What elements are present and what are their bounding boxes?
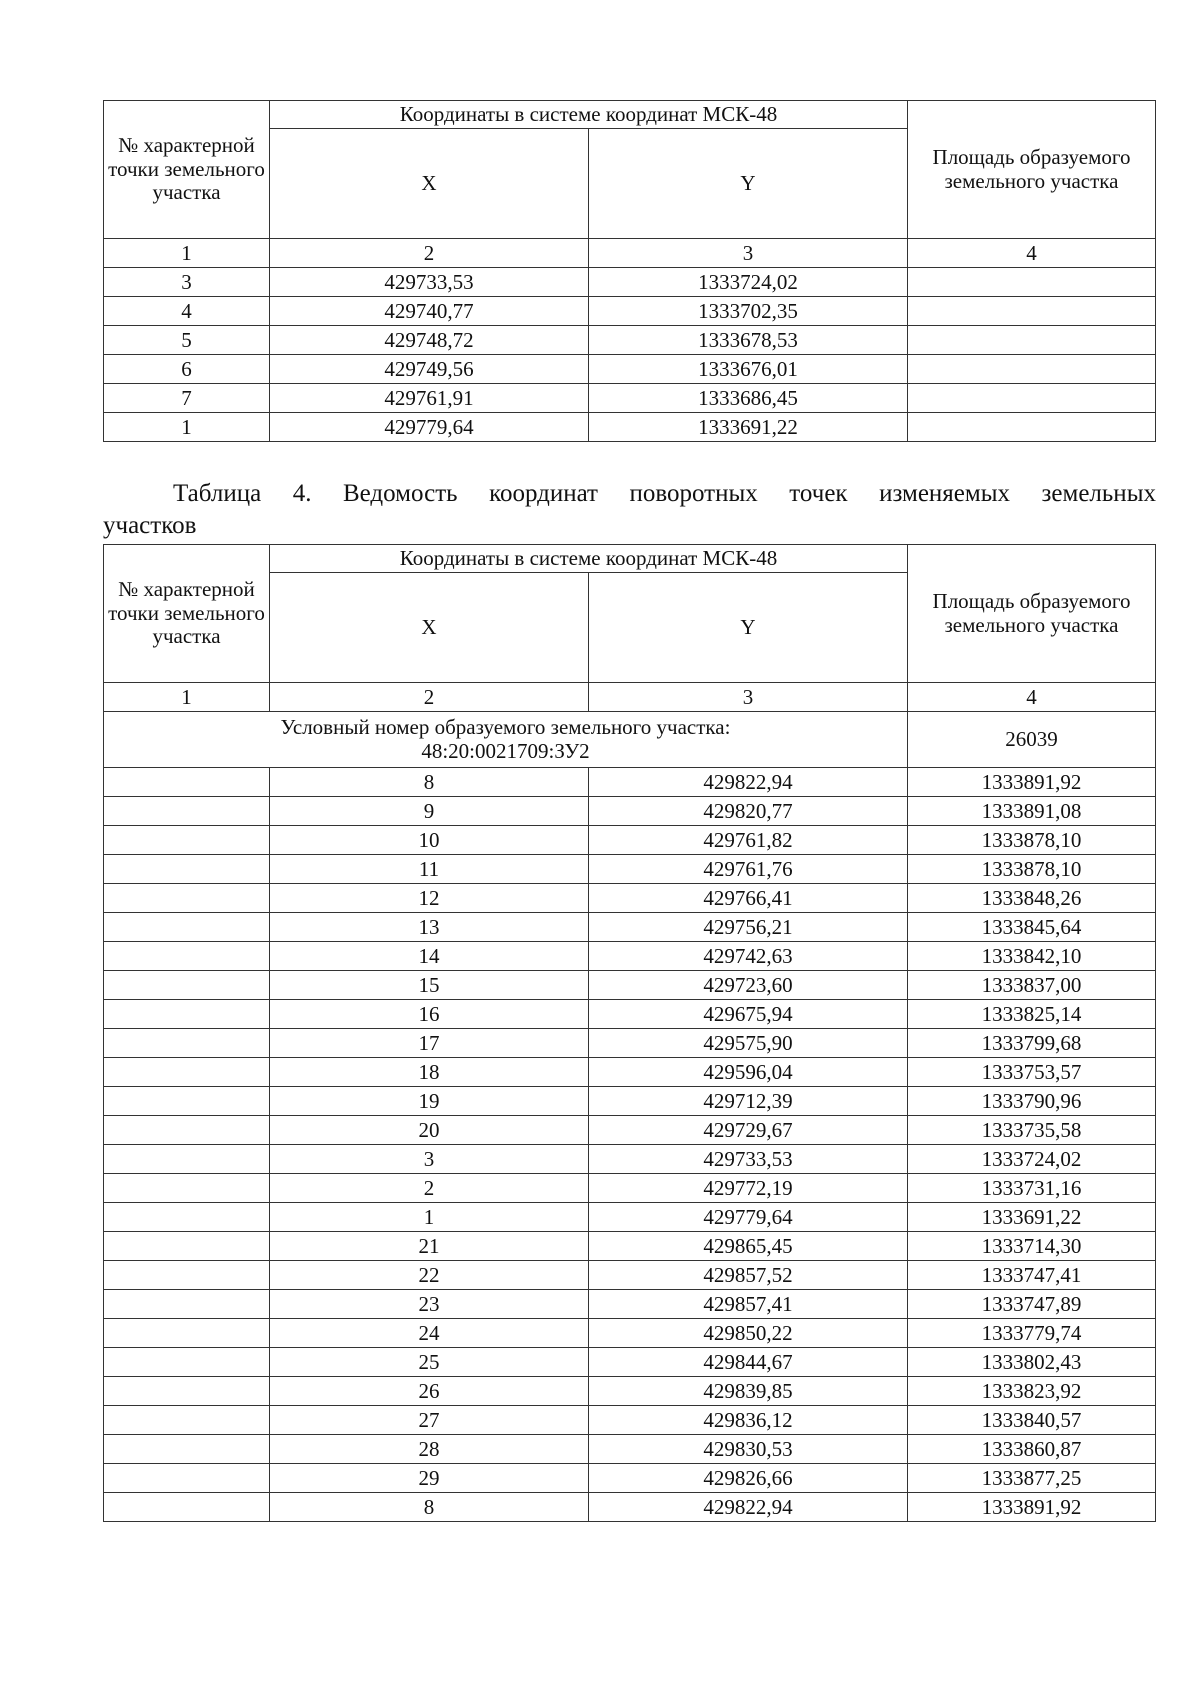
- header-point-number: № характерной точки земельного участка: [104, 101, 270, 239]
- point-number: 3: [270, 1145, 589, 1174]
- point-number: 20: [270, 1116, 589, 1145]
- point-number: 17: [270, 1029, 589, 1058]
- table-row: [104, 1174, 1156, 1203]
- table-row: [104, 768, 1156, 797]
- point-number: 24: [270, 1319, 589, 1348]
- coord-y: 1333714,30: [908, 1232, 1156, 1261]
- table-row: [104, 826, 1156, 855]
- coord-x: 429844,67: [589, 1348, 908, 1377]
- header-y: Y: [589, 573, 908, 683]
- point-number: 2: [270, 1174, 589, 1203]
- coord-y: 1333845,64: [908, 913, 1156, 942]
- point-number: 7: [104, 384, 270, 413]
- empty-cell: [104, 1261, 270, 1290]
- coord-x: 429675,94: [589, 1000, 908, 1029]
- coord-y: 1333790,96: [908, 1087, 1156, 1116]
- point-number: 6: [104, 355, 270, 384]
- column-number: 4: [908, 239, 1156, 268]
- coord-x: 429857,41: [589, 1290, 908, 1319]
- column-number: 3: [589, 239, 908, 268]
- coord-y: 1333724,02: [908, 1145, 1156, 1174]
- table-row: [104, 1232, 1156, 1261]
- empty-cell: [104, 884, 270, 913]
- coordinates-table-3: [103, 100, 1156, 442]
- table-row: [104, 1435, 1156, 1464]
- parcel-label: Условный номер образуемого земельного участка:: [280, 714, 731, 739]
- coord-x: 429756,21: [589, 913, 908, 942]
- coord-y: 1333891,92: [908, 768, 1156, 797]
- coord-y: 1333802,43: [908, 1348, 1156, 1377]
- coord-x: 429729,67: [589, 1116, 908, 1145]
- parcel-caption: [104, 712, 908, 768]
- point-number: 28: [270, 1435, 589, 1464]
- table-row: [104, 355, 1156, 384]
- coord-x: 429830,53: [589, 1435, 908, 1464]
- coord-x: 429779,64: [589, 1203, 908, 1232]
- coord-y: 1333825,14: [908, 1000, 1156, 1029]
- empty-cell: [104, 971, 270, 1000]
- table-row: [104, 942, 1156, 971]
- coord-x: 429748,72: [270, 326, 589, 355]
- empty-cell: [104, 1348, 270, 1377]
- coord-x: 429766,41: [589, 884, 908, 913]
- header-area: Площадь образуемого земельного участка: [908, 101, 1156, 239]
- point-number: 18: [270, 1058, 589, 1087]
- parcel-number: 48:20:0021709:ЗУ2: [421, 738, 590, 763]
- empty-cell: [104, 1174, 270, 1203]
- table-row: [104, 1058, 1156, 1087]
- table-row: [104, 1348, 1156, 1377]
- coord-x: 429761,91: [270, 384, 589, 413]
- coord-y: 1333779,74: [908, 1319, 1156, 1348]
- table-row: [104, 1406, 1156, 1435]
- coord-y: 1333860,87: [908, 1435, 1156, 1464]
- area-cell: [908, 326, 1156, 355]
- empty-cell: [104, 913, 270, 942]
- coord-y: 1333691,22: [908, 1203, 1156, 1232]
- coord-x: 429857,52: [589, 1261, 908, 1290]
- point-number: 9: [270, 797, 589, 826]
- point-number: 1: [104, 413, 270, 442]
- coord-x: 429772,19: [589, 1174, 908, 1203]
- column-number: 2: [270, 683, 589, 712]
- coord-x: 429865,45: [589, 1232, 908, 1261]
- empty-cell: [104, 1319, 270, 1348]
- coord-y: 1333724,02: [589, 268, 908, 297]
- coord-x: 429733,53: [270, 268, 589, 297]
- coord-y: 1333878,10: [908, 826, 1156, 855]
- coord-x: 429749,56: [270, 355, 589, 384]
- coord-x: 429575,90: [589, 1029, 908, 1058]
- coord-x: 429826,66: [589, 1464, 908, 1493]
- coord-y: 1333731,16: [908, 1174, 1156, 1203]
- coord-x: 429761,82: [589, 826, 908, 855]
- point-number: 16: [270, 1000, 589, 1029]
- point-number: 19: [270, 1087, 589, 1116]
- point-number: 12: [270, 884, 589, 913]
- area-cell: [908, 297, 1156, 326]
- point-number: 15: [270, 971, 589, 1000]
- table-row: [104, 384, 1156, 413]
- table-row: [104, 297, 1156, 326]
- table-row: [104, 1290, 1156, 1319]
- point-number: 27: [270, 1406, 589, 1435]
- point-number: 25: [270, 1348, 589, 1377]
- point-number: 21: [270, 1232, 589, 1261]
- table-row: [104, 1029, 1156, 1058]
- point-number: 4: [104, 297, 270, 326]
- coord-x: 429740,77: [270, 297, 589, 326]
- empty-cell: [104, 1232, 270, 1261]
- point-number: 13: [270, 913, 589, 942]
- empty-cell: [104, 797, 270, 826]
- point-number: 1: [270, 1203, 589, 1232]
- point-number: 10: [270, 826, 589, 855]
- point-number: 14: [270, 942, 589, 971]
- point-number: 5: [104, 326, 270, 355]
- point-number: 29: [270, 1464, 589, 1493]
- table-row: [104, 1377, 1156, 1406]
- coord-y: 1333678,53: [589, 326, 908, 355]
- coord-y: 1333877,25: [908, 1464, 1156, 1493]
- table-row: [104, 1000, 1156, 1029]
- coord-y: 1333891,92: [908, 1493, 1156, 1522]
- empty-cell: [104, 1029, 270, 1058]
- coord-y: 1333676,01: [589, 355, 908, 384]
- coord-y: 1333823,92: [908, 1377, 1156, 1406]
- coord-x: 429742,63: [589, 942, 908, 971]
- coord-y: 1333735,58: [908, 1116, 1156, 1145]
- empty-cell: [104, 768, 270, 797]
- column-number: 4: [908, 683, 1156, 712]
- coord-y: 1333891,08: [908, 797, 1156, 826]
- point-number: 22: [270, 1261, 589, 1290]
- coord-x: 429596,04: [589, 1058, 908, 1087]
- table-row: [104, 1145, 1156, 1174]
- coord-x: 429839,85: [589, 1377, 908, 1406]
- coord-x: 429822,94: [589, 1493, 908, 1522]
- table-row: [104, 413, 1156, 442]
- empty-cell: [104, 942, 270, 971]
- table-row: [104, 1464, 1156, 1493]
- empty-cell: [104, 1464, 270, 1493]
- coord-y: 1333702,35: [589, 297, 908, 326]
- header-x: X: [270, 129, 589, 239]
- area-cell: [908, 413, 1156, 442]
- coord-y: 1333837,00: [908, 971, 1156, 1000]
- coord-y: 1333840,57: [908, 1406, 1156, 1435]
- coord-y: 1333686,45: [589, 384, 908, 413]
- coord-x: 429723,60: [589, 971, 908, 1000]
- coord-y: 1333753,57: [908, 1058, 1156, 1087]
- coord-x: 429820,77: [589, 797, 908, 826]
- point-number: 3: [104, 268, 270, 297]
- empty-cell: [104, 1058, 270, 1087]
- header-x: X: [270, 573, 589, 683]
- coord-y: 1333691,22: [589, 413, 908, 442]
- point-number: 11: [270, 855, 589, 884]
- header-coord-system: Координаты в системе координат МСК-48: [270, 101, 908, 129]
- table-row: [104, 797, 1156, 826]
- coord-y: 1333848,26: [908, 884, 1156, 913]
- empty-cell: [104, 1406, 270, 1435]
- coord-x: 429779,64: [270, 413, 589, 442]
- empty-cell: [104, 1290, 270, 1319]
- coord-y: 1333878,10: [908, 855, 1156, 884]
- point-number: 8: [270, 1493, 589, 1522]
- column-number: 3: [589, 683, 908, 712]
- empty-cell: [104, 1377, 270, 1406]
- empty-cell: [104, 1000, 270, 1029]
- point-number: 23: [270, 1290, 589, 1319]
- empty-cell: [104, 1435, 270, 1464]
- table-row: [104, 971, 1156, 1000]
- column-number: 2: [270, 239, 589, 268]
- parcel-area: 26039: [908, 712, 1156, 768]
- coord-x: 429850,22: [589, 1319, 908, 1348]
- table-row: [104, 1203, 1156, 1232]
- coord-y: 1333799,68: [908, 1029, 1156, 1058]
- coord-x: 429822,94: [589, 768, 908, 797]
- column-number: 1: [104, 683, 270, 712]
- coord-x: 429733,53: [589, 1145, 908, 1174]
- table-row: [104, 1319, 1156, 1348]
- caption-line-2: участков: [103, 512, 197, 539]
- header-coord-system: Координаты в системе координат МСК-48: [270, 545, 908, 573]
- coord-y: 1333747,41: [908, 1261, 1156, 1290]
- table-row: [104, 1116, 1156, 1145]
- area-cell: [908, 355, 1156, 384]
- empty-cell: [104, 1116, 270, 1145]
- point-number: 8: [270, 768, 589, 797]
- area-cell: [908, 384, 1156, 413]
- table-row: [104, 1261, 1156, 1290]
- table-row: [104, 268, 1156, 297]
- empty-cell: [104, 826, 270, 855]
- empty-cell: [104, 1203, 270, 1232]
- caption-line-1: Таблица 4. Ведомость координат поворотных точек изменяемых земельных: [173, 480, 1156, 507]
- area-cell: [908, 268, 1156, 297]
- coord-x: 429836,12: [589, 1406, 908, 1435]
- table-row: [104, 1087, 1156, 1116]
- header-area: Площадь образуемого земельного участка: [908, 545, 1156, 683]
- point-number: 26: [270, 1377, 589, 1406]
- column-number: 1: [104, 239, 270, 268]
- coord-y: 1333842,10: [908, 942, 1156, 971]
- header-y: Y: [589, 129, 908, 239]
- empty-cell: [104, 1087, 270, 1116]
- coord-x: 429761,76: [589, 855, 908, 884]
- table-row: [104, 326, 1156, 355]
- table-4-caption: [103, 478, 1156, 542]
- empty-cell: [104, 1145, 270, 1174]
- table-row: [104, 884, 1156, 913]
- coord-y: 1333747,89: [908, 1290, 1156, 1319]
- table-row: [104, 855, 1156, 884]
- table-row: [104, 1493, 1156, 1522]
- empty-cell: [104, 855, 270, 884]
- empty-cell: [104, 1493, 270, 1522]
- table-row: [104, 913, 1156, 942]
- coord-x: 429712,39: [589, 1087, 908, 1116]
- header-point-number: № характерной точки земельного участка: [104, 545, 270, 683]
- coordinates-table-4: [103, 544, 1156, 1522]
